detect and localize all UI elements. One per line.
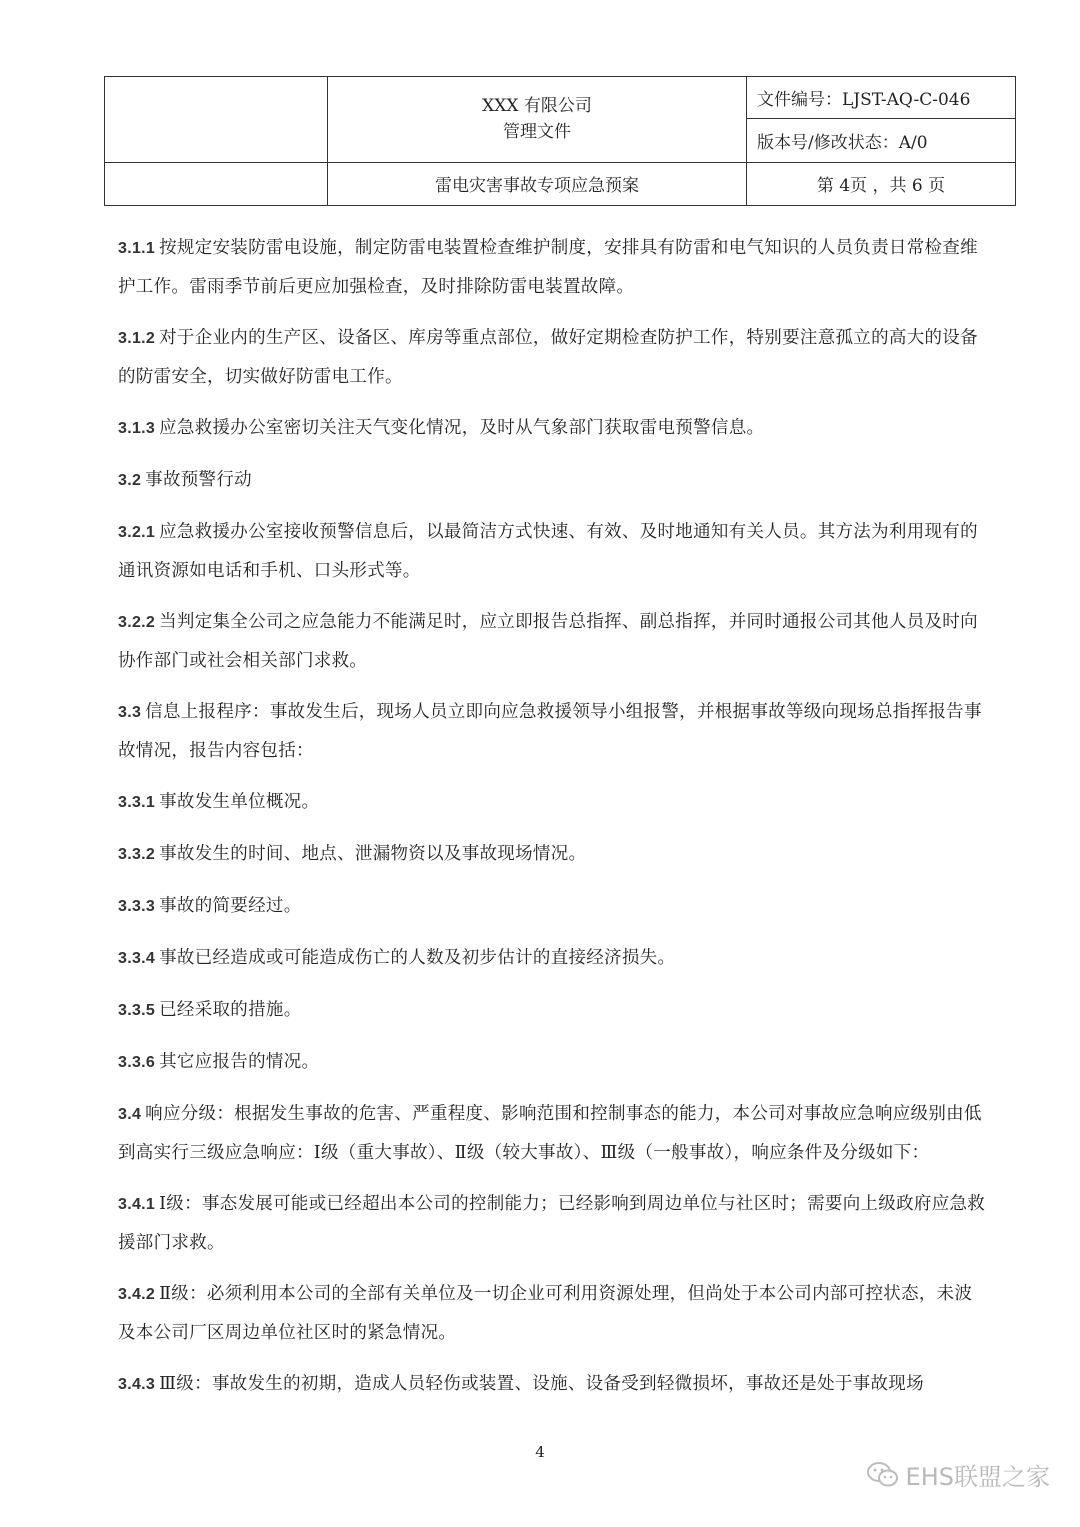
paragraph	[118, 887, 988, 926]
section-number: 3.3.6	[118, 1054, 156, 1071]
wechat-icon	[866, 1461, 900, 1489]
paragraph-text: 事故发生的时间、地点、泄漏物资以及事故现场情况。	[159, 844, 587, 864]
version-status: 版本号/修改状态：A/0	[747, 119, 1016, 162]
paragraph-text: 已经采取的措施。	[159, 1000, 302, 1020]
section-number: 3.1.3	[118, 420, 156, 437]
paragraph-text: 其它应报告的情况。	[159, 1052, 320, 1072]
paragraph-text: 响应分级：根据发生事故的危害、严重程度、影响范围和控制事态的能力，本公司对事故应急响应级别由低到高实行三级应急响应：Ⅰ级（重大事故）、Ⅱ级（较大事故）、Ⅲ级（一般事故），响应条件及分级如下：	[118, 1104, 982, 1163]
section-number: 3.4.1	[118, 1196, 156, 1213]
paragraph-text: 当判定集全公司之应急能力不能满足时，应立即报告总指挥、副总指挥，并同时通报公司其他人员及时向协作部门或社会相关部门求救。	[118, 612, 978, 671]
logo-cell	[105, 77, 328, 163]
paragraph-text: 事故的简要经过。	[159, 896, 302, 916]
paragraph	[118, 939, 988, 978]
paragraph	[118, 835, 988, 874]
watermark	[866, 1457, 1050, 1492]
paragraph-text: 应急救援办公室接收预警信息后，以最简洁方式快速、有效、及时地通知有关人员。其方法为利用现有的通讯资源如电话和手机、口头形式等。	[118, 522, 978, 581]
section-number: 3.1.2	[118, 330, 156, 347]
paragraph	[118, 991, 988, 1030]
paragraph-text: Ⅲ级：事故发生的初期，造成人员轻伤或装置、设施、设备受到轻微损坏，事故还是处于事故现场	[159, 1374, 924, 1394]
paragraph-text: 事故预警行动	[145, 470, 252, 490]
section-number: 3.4.3	[118, 1376, 156, 1393]
paragraph	[118, 229, 988, 306]
header-empty-cell	[105, 162, 328, 205]
watermark-text: EHS联盟之家	[905, 1463, 1050, 1491]
section-number: 3.3.4	[118, 950, 156, 967]
paragraph-text: Ⅱ级：必须利用本公司的全部有关单位及一切企业可利用资源处理，但尚处于本公司内部可控状态，未波及本公司厂区周边单位社区时的紧急情况。	[118, 1284, 973, 1343]
document-header-table	[104, 76, 1016, 206]
section-number: 3.2.2	[118, 614, 156, 631]
section-number: 3.2	[118, 472, 142, 489]
paragraph	[118, 603, 988, 680]
section-number: 3.4.2	[118, 1286, 156, 1303]
section-number: 3.3.3	[118, 898, 156, 915]
company-name: XXX 有限公司	[482, 96, 592, 117]
section-number: 3.3.5	[118, 1002, 156, 1019]
paragraph	[118, 1275, 988, 1352]
document-number: 文件编号：LJST-AQ-C-046	[747, 77, 1016, 119]
paragraph-text: 事故已经造成或可能造成伤亡的人数及初步估计的直接经济损失。	[159, 948, 676, 968]
paragraph	[118, 513, 988, 590]
paragraph-text: Ⅰ级：事态发展可能或已经超出本公司的控制能力；已经影响到周边单位与社区时；需要向上级政府应急救援部门求救。	[118, 1194, 986, 1253]
paragraph	[118, 1095, 988, 1172]
page-number: 4	[535, 1443, 545, 1461]
paragraph	[118, 783, 988, 822]
paragraph-text: 对于企业内的生产区、设备区、库房等重点部位，做好定期检查防护工作，特别要注意孤立的高大的设备的防雷安全，切实做好防雷电工作。	[118, 328, 978, 387]
company-cell	[328, 77, 747, 163]
paragraph	[118, 319, 988, 396]
document-body	[118, 229, 988, 1417]
paragraph-text: 信息上报程序：事故发生后，现场人员立即向应急救援领导小组报警，并根据事故等级向现场总指挥报告事故情况，报告内容包括：	[118, 702, 982, 761]
paragraph	[118, 1185, 988, 1262]
section-number: 3.3.1	[118, 794, 156, 811]
document-type: 管理文件	[503, 122, 571, 143]
section-number: 3.3	[118, 704, 142, 721]
section-number: 3.3.2	[118, 846, 156, 863]
paragraph	[118, 1043, 988, 1082]
document-title: 雷电灾害事故专项应急预案	[328, 162, 747, 205]
paragraph	[118, 693, 988, 770]
paragraph	[118, 1365, 988, 1404]
section-number: 3.2.1	[118, 524, 156, 541]
section-number: 3.4	[118, 1106, 142, 1123]
page-info: 第 4页 ，共 6 页	[747, 162, 1016, 205]
section-number: 3.1.1	[118, 240, 156, 257]
paragraph-text: 按规定安装防雷电设施，制定防雷电装置检查维护制度，安排具有防雷和电气知识的人员负责日常检查维护工作。雷雨季节前后更应加强检查，及时排除防雷电装置故障。	[118, 238, 978, 297]
paragraph	[118, 461, 988, 500]
paragraph-text: 事故发生单位概况。	[159, 792, 320, 812]
paragraph	[118, 409, 988, 448]
paragraph-text: 应急救援办公室密切关注天气变化情况，及时从气象部门获取雷电预警信息。	[159, 418, 765, 438]
